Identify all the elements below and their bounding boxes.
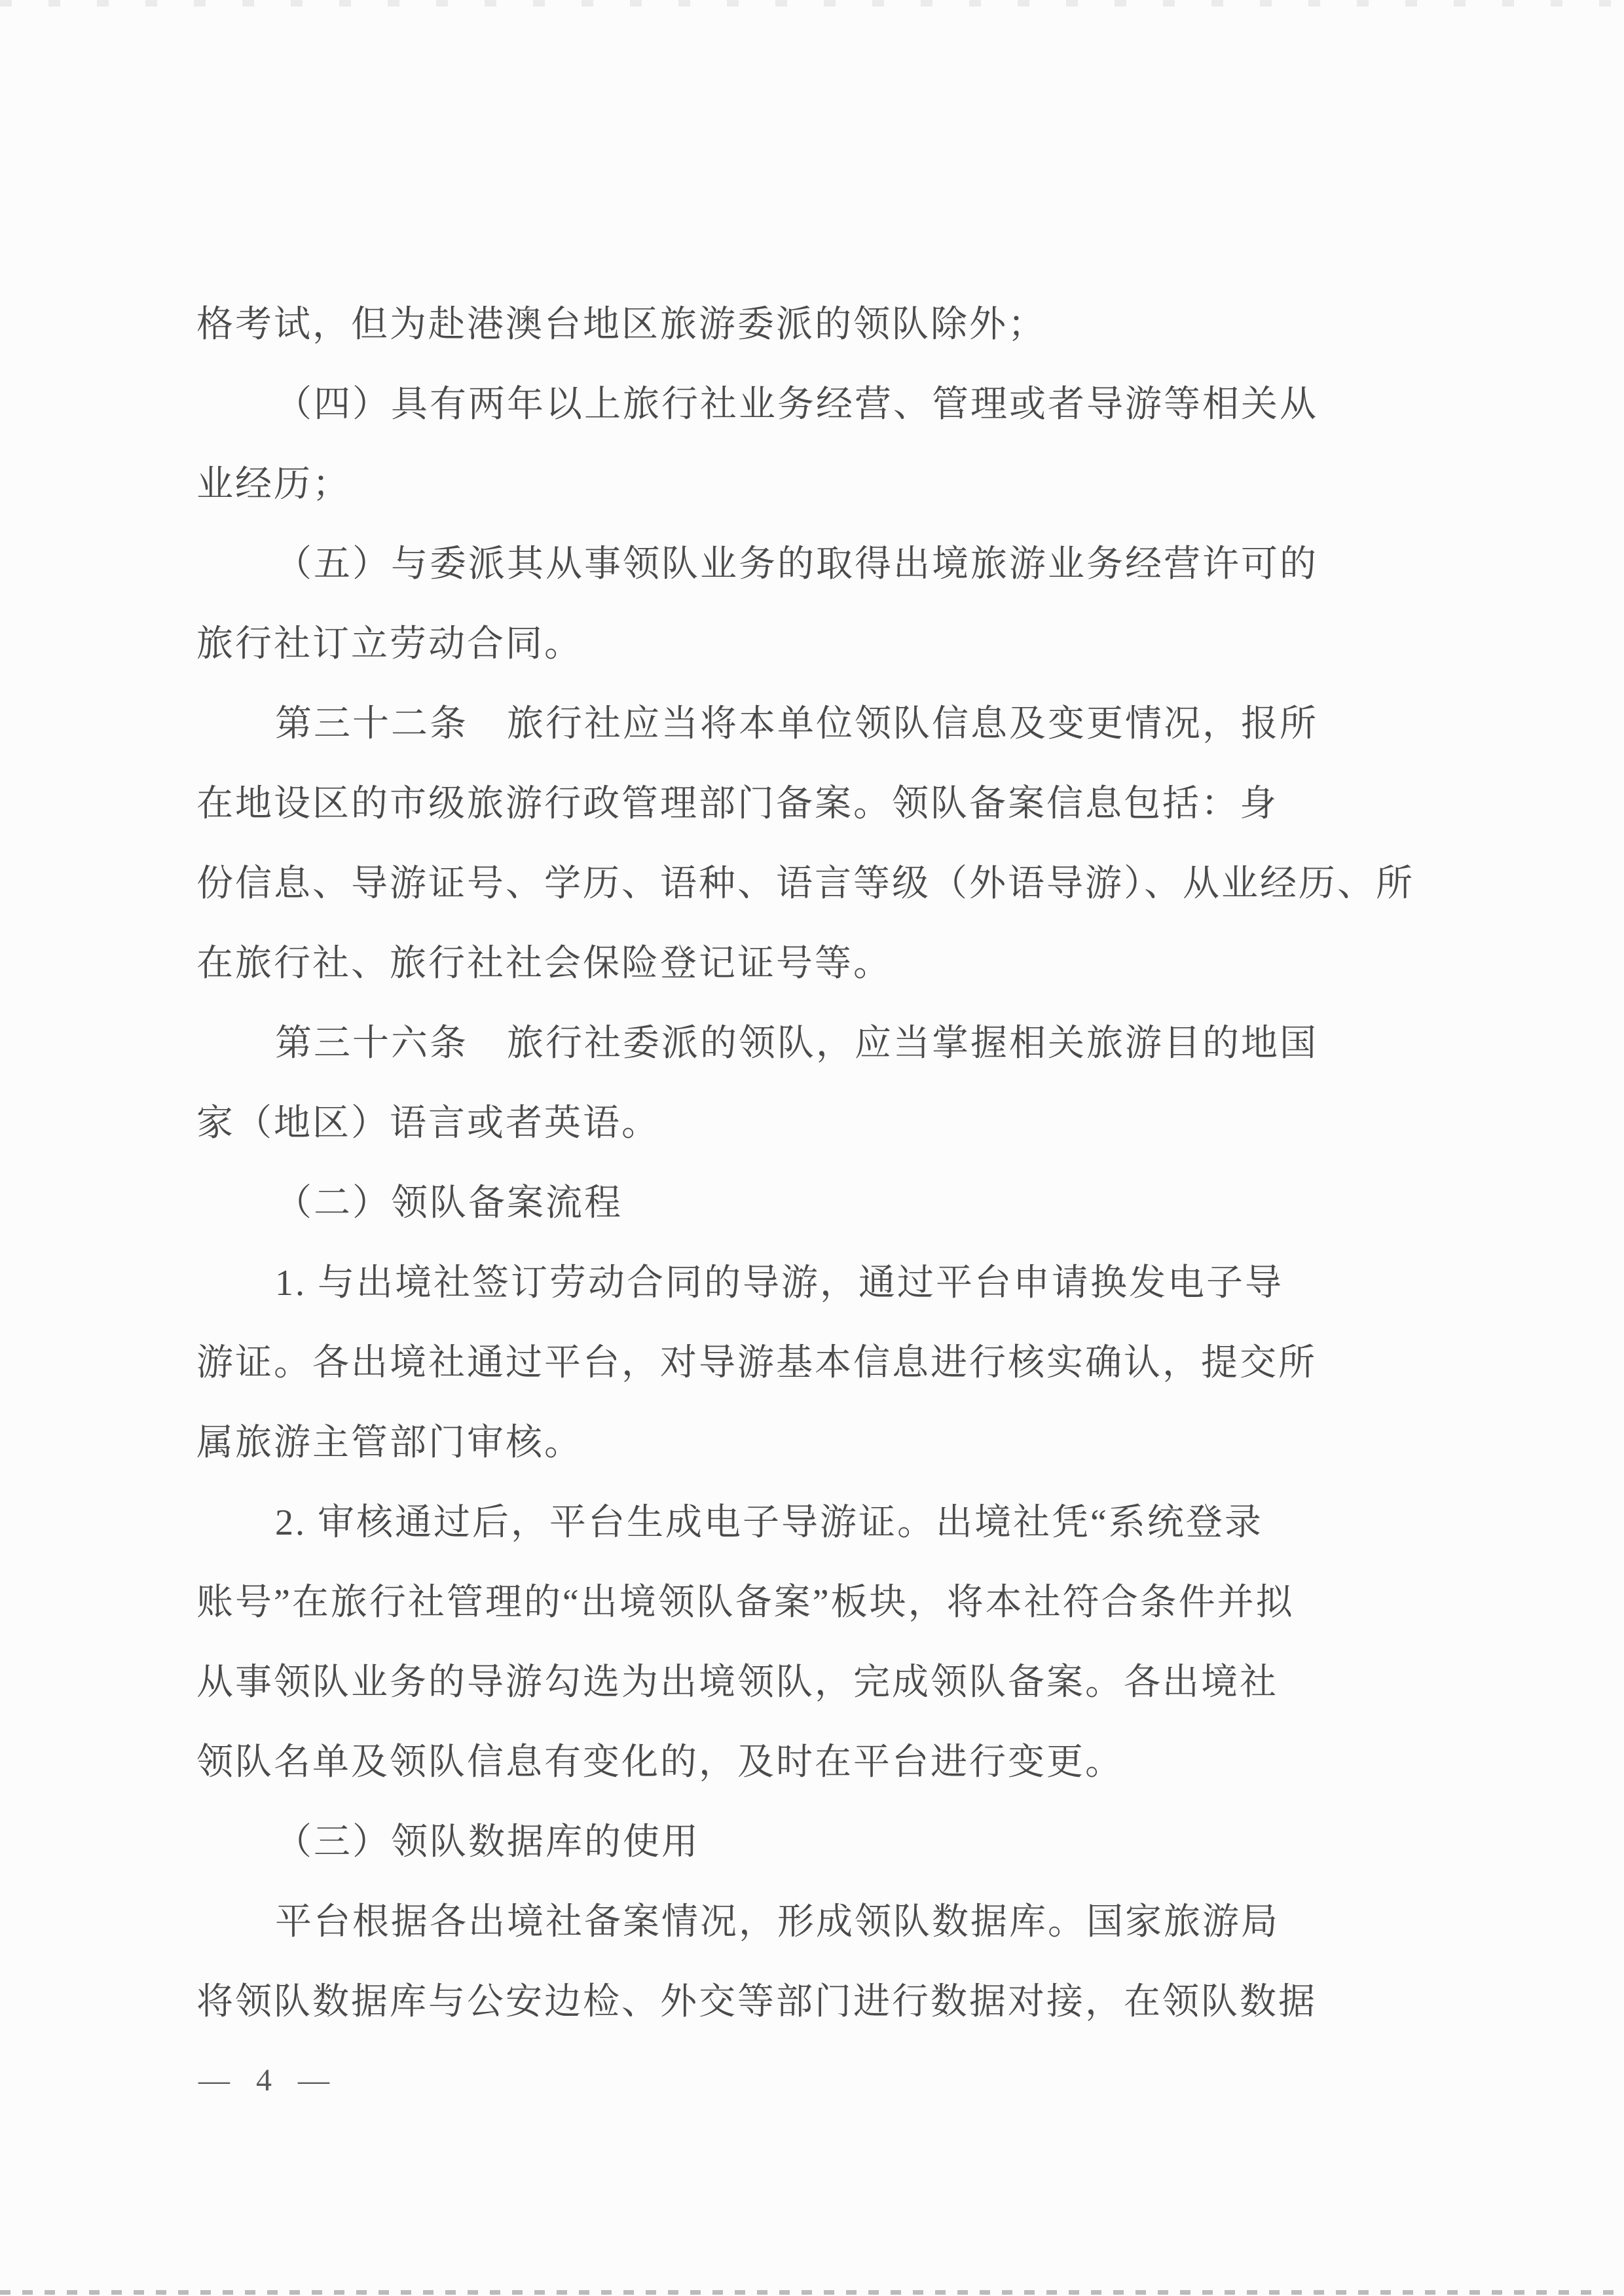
page-number: — 4 — <box>198 2063 339 2098</box>
text-line: 账号”在旅行社管理的“出境领队备案”板块，将本社符合条件并拟 <box>196 1582 1295 1623</box>
text-line: 份信息、导游证号、学历、语种、语言等级（外语导游）、从业经历、所 <box>196 864 1414 904</box>
text-line: 第三十二条 旅行社应当将本单位领队信息及变更情况，报所 <box>275 704 1318 744</box>
text-line: 属旅游主管部门审核。 <box>196 1423 583 1463</box>
text-line: （四）具有两年以上旅行社业务经营、管理或者导游等相关从 <box>275 384 1318 425</box>
scan-artifact-top <box>0 0 1624 7</box>
scan-artifact-bottom <box>0 2290 1624 2295</box>
text-line: 从事领队业务的导游勾选为出境领队，完成领队备案。各出境社 <box>196 1662 1278 1703</box>
text-line: 游证。各出境社通过平台，对导游基本信息进行核实确认，提交所 <box>196 1343 1317 1383</box>
document-body <box>196 285 1434 2042</box>
text-line: 第三十六条 旅行社委派的领队，应当掌握相关旅游目的地国 <box>275 1023 1318 1064</box>
text-line: 家（地区）语言或者英语。 <box>196 1103 660 1144</box>
text-line: 格考试，但为赴港澳台地区旅游委派的领队除外； <box>196 304 1046 345</box>
text-line: （二）领队备案流程 <box>275 1183 623 1224</box>
text-line: 业经历； <box>196 464 351 505</box>
text-line: 2. 审核通过后，平台生成电子导游证。出境社凭“系统登录 <box>275 1503 1263 1543</box>
text-line: 1. 与出境社签订劳动合同的导游，通过平台申请换发电子导 <box>275 1263 1283 1303</box>
text-line: （三）领队数据库的使用 <box>275 1822 700 1863</box>
text-line: 在旅行社、旅行社社会保险登记证号等。 <box>196 943 892 984</box>
text-line: （五）与委派其从事领队业务的取得出境旅游业务经营许可的 <box>275 544 1318 585</box>
text-line: 将领队数据库与公安边检、外交等部门进行数据对接，在领队数据 <box>196 1982 1317 2022</box>
text-line: 在地设区的市级旅游行政管理部门备案。领队备案信息包括：身 <box>196 784 1278 824</box>
text-line: 旅行社订立劳动合同。 <box>196 624 583 665</box>
text-line: 平台根据各出境社备案情况，形成领队数据库。国家旅游局 <box>275 1902 1280 1942</box>
text-line: 领队名单及领队信息有变化的，及时在平台进行变更。 <box>196 1742 1124 1783</box>
